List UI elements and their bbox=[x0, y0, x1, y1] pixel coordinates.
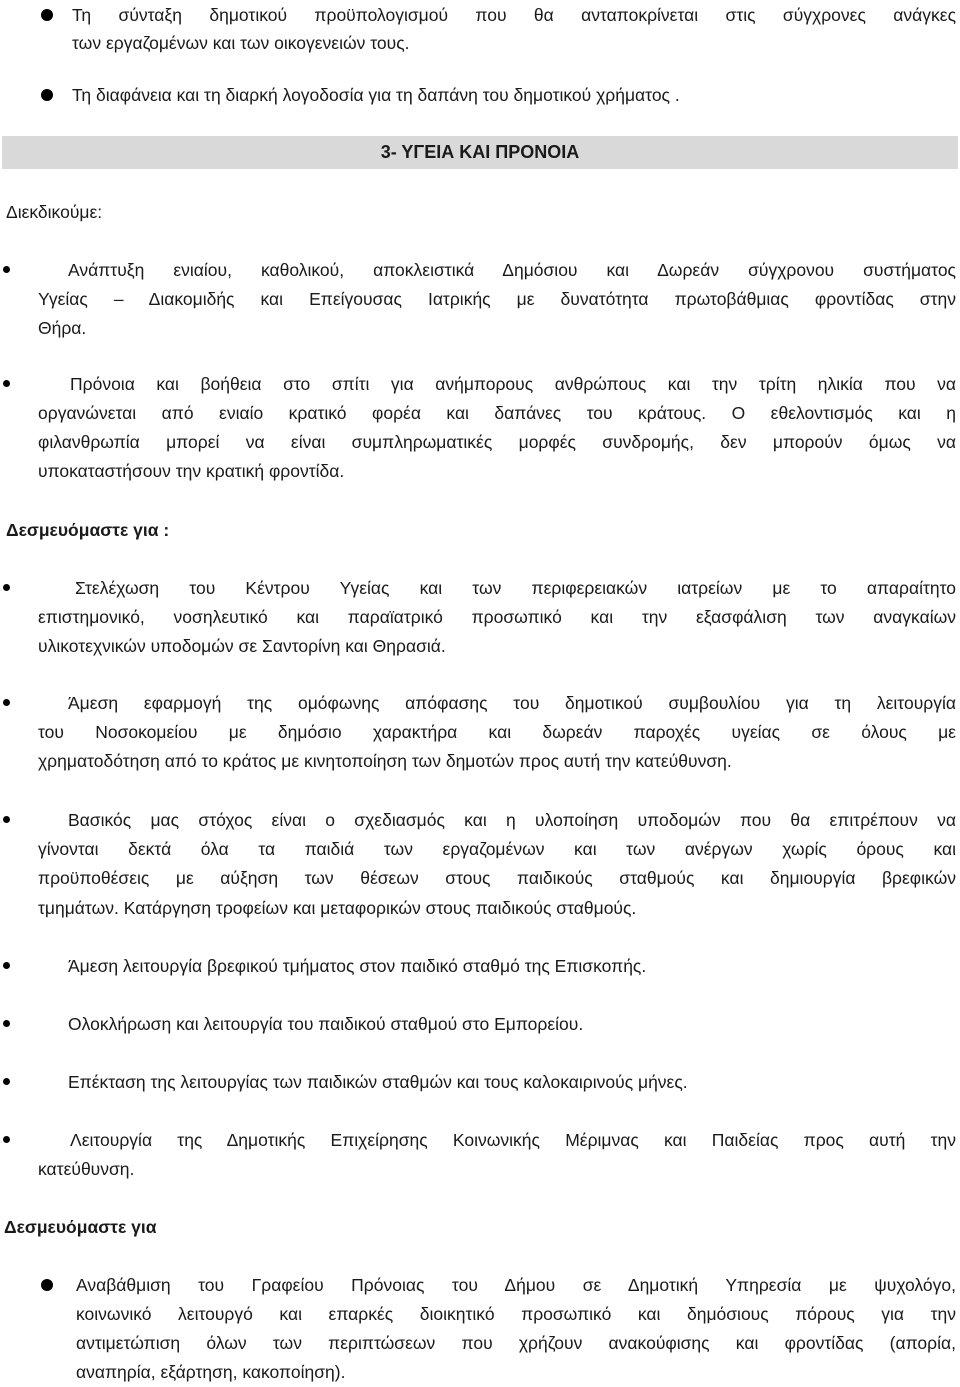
commit-heading-1: Δεσμευόμαστε για : bbox=[6, 520, 170, 540]
section-heading-banner bbox=[2, 136, 958, 169]
claim-2-line-1: Πρόνοια και βοήθεια στο σπίτι για ανήμπορους ανθρώπους και την τρίτη ηλικία που να bbox=[70, 374, 956, 394]
claims-heading: Διεκδικούμε: bbox=[6, 202, 103, 222]
claim-2-line-3: φιλανθρωπία μπορεί να είναι συμπληρωματικές μορφές συνδρομής, δεν μπορούν όμως να bbox=[38, 432, 956, 452]
bullet-icon bbox=[3, 1020, 10, 1027]
intro-bullet-2-line-1: Τη διαφάνεια και τη διαρκή λογοδοσία για τη δαπάνη του δημοτικού χρήματος . bbox=[72, 85, 680, 105]
bullet-icon bbox=[3, 699, 10, 706]
commitment-2-line-2: του Νοσοκομείου με δημόσιο χαρακτήρα και δωρεάν παροχές υγείας σε όλους με bbox=[38, 722, 956, 742]
bullet-icon bbox=[41, 1279, 53, 1291]
commitment-4-line-1: Άμεση λειτουργία βρεφικού τμήματος στον παιδικό σταθμό της Επισκοπής. bbox=[68, 956, 647, 976]
commitment-3-line-3: προϋποθέσεις με αύξηση των θέσεων στους παιδικούς σταθμούς και δημιουργία βρεφικών bbox=[38, 868, 956, 888]
bullet-icon bbox=[3, 962, 10, 969]
bullet-icon bbox=[41, 89, 53, 101]
section-heading: 3- ΥΓΕΙΑ ΚΑΙ ΠΡΟΝΟΙΑ bbox=[380, 142, 580, 162]
claim-1-line-2: Υγείας – Διακομιδής και Επείγουσας Ιατρικής με δυνατότητα πρωτοβάθμιας φροντίδας στην bbox=[38, 289, 956, 309]
bullet-icon bbox=[3, 584, 10, 591]
commitment-3-line-1: Βασικός μας στόχος είναι ο σχεδιασμός και η υλοποίηση υποδομών που θα επιτρέπουν να bbox=[68, 810, 956, 830]
commitment-2-1-line-3: αντιμετώπιση όλων των περιπτώσεων που χρήζουν ανακούφισης και φροντίδας (απορία, bbox=[76, 1333, 956, 1353]
bullet-icon bbox=[3, 816, 10, 823]
intro-bullet-1-line-1: Τη σύνταξη δημοτικού προϋπολογισμού που θα ανταποκρίνεται στις σύγχρονες ανάγκες bbox=[72, 5, 956, 25]
commitment-1-line-3: υλικοτεχνικών υποδομών σε Σαντορίνη και Θηρασιά. bbox=[38, 636, 446, 656]
bullet-icon bbox=[3, 1078, 10, 1085]
commitment-2-1-line-4: αναπηρία, εξάρτηση, κακοποίηση). bbox=[76, 1362, 346, 1382]
commitment-6-line-1: Επέκταση της λειτουργίας των παιδικών σταθμών και τους καλοκαιρινούς μήνες. bbox=[68, 1072, 688, 1092]
commitment-2-1-line-2: κοινωνικό λειτουργό και επαρκές διοικητικό προσωπικό και δημόσιους πόρους για την bbox=[76, 1304, 956, 1324]
commitment-7-line-2: κατεύθυνση. bbox=[38, 1159, 135, 1179]
commitment-2-line-3: χρηματοδότηση από το κράτος με κινητοποίηση των δημοτών προς αυτή την κατεύθυνση. bbox=[38, 751, 732, 771]
commitment-5-line-1: Ολοκλήρωση και λειτουργία του παιδικού σταθμού στο Εμπορείου. bbox=[68, 1014, 584, 1034]
claim-2-line-2: οργανώνεται από ενιαίο κρατικό φορέα και δαπάνες του κράτους. Ο εθελοντισμός και η bbox=[38, 403, 956, 423]
commitment-1-line-2: επιστημονικό, νοσηλευτικό και παραϊατρικό προσωπικό και την εξασφάλιση των αναγκαίων bbox=[38, 607, 956, 627]
bullet-icon bbox=[3, 380, 10, 387]
bullet-icon bbox=[41, 9, 53, 21]
commitment-1-line-1: Στελέχωση του Κέντρου Υγείας και των περιφερειακών ιατρείων με το απαραίτητο bbox=[75, 578, 956, 598]
claim-2-line-4: υποκαταστήσουν την κρατική φροντίδα. bbox=[38, 461, 345, 481]
bullet-icon bbox=[3, 266, 10, 273]
commitment-7-line-1: Λειτουργία της Δημοτικής Επιχείρησης Κοινωνικής Μέριμνας και Παιδείας προς αυτή την bbox=[70, 1130, 956, 1150]
commitment-2-line-1: Άμεση εφαρμογή της ομόφωνης απόφασης του δημοτικού συμβουλίου για τη λειτουργία bbox=[68, 693, 956, 713]
commitment-3-line-2: γίνονται δεκτά όλα τα παιδιά των εργαζομένων και των ανέργων χωρίς όρους και bbox=[38, 839, 956, 859]
claim-1-line-3: Θήρα. bbox=[38, 318, 87, 338]
intro-bullet-1-line-2: των εργαζομένων και των οικογενειών τους. bbox=[72, 33, 410, 53]
commitment-2-1-line-1: Αναβάθμιση του Γραφείου Πρόνοιας του Δήμου σε Δημοτική Υπηρεσία με ψυχολόγο, bbox=[76, 1275, 956, 1295]
claim-1-line-1: Ανάπτυξη ενιαίου, καθολικού, αποκλειστικά Δημόσιου και Δωρεάν σύγχρονου συστήματος bbox=[68, 260, 956, 280]
commit-heading-2: Δεσμευόμαστε για bbox=[4, 1217, 157, 1237]
commitment-3-line-4: τμημάτων. Κατάργηση τροφείων και μεταφορικών στους παιδικούς σταθμούς. bbox=[38, 898, 637, 918]
bullet-icon bbox=[3, 1136, 10, 1143]
